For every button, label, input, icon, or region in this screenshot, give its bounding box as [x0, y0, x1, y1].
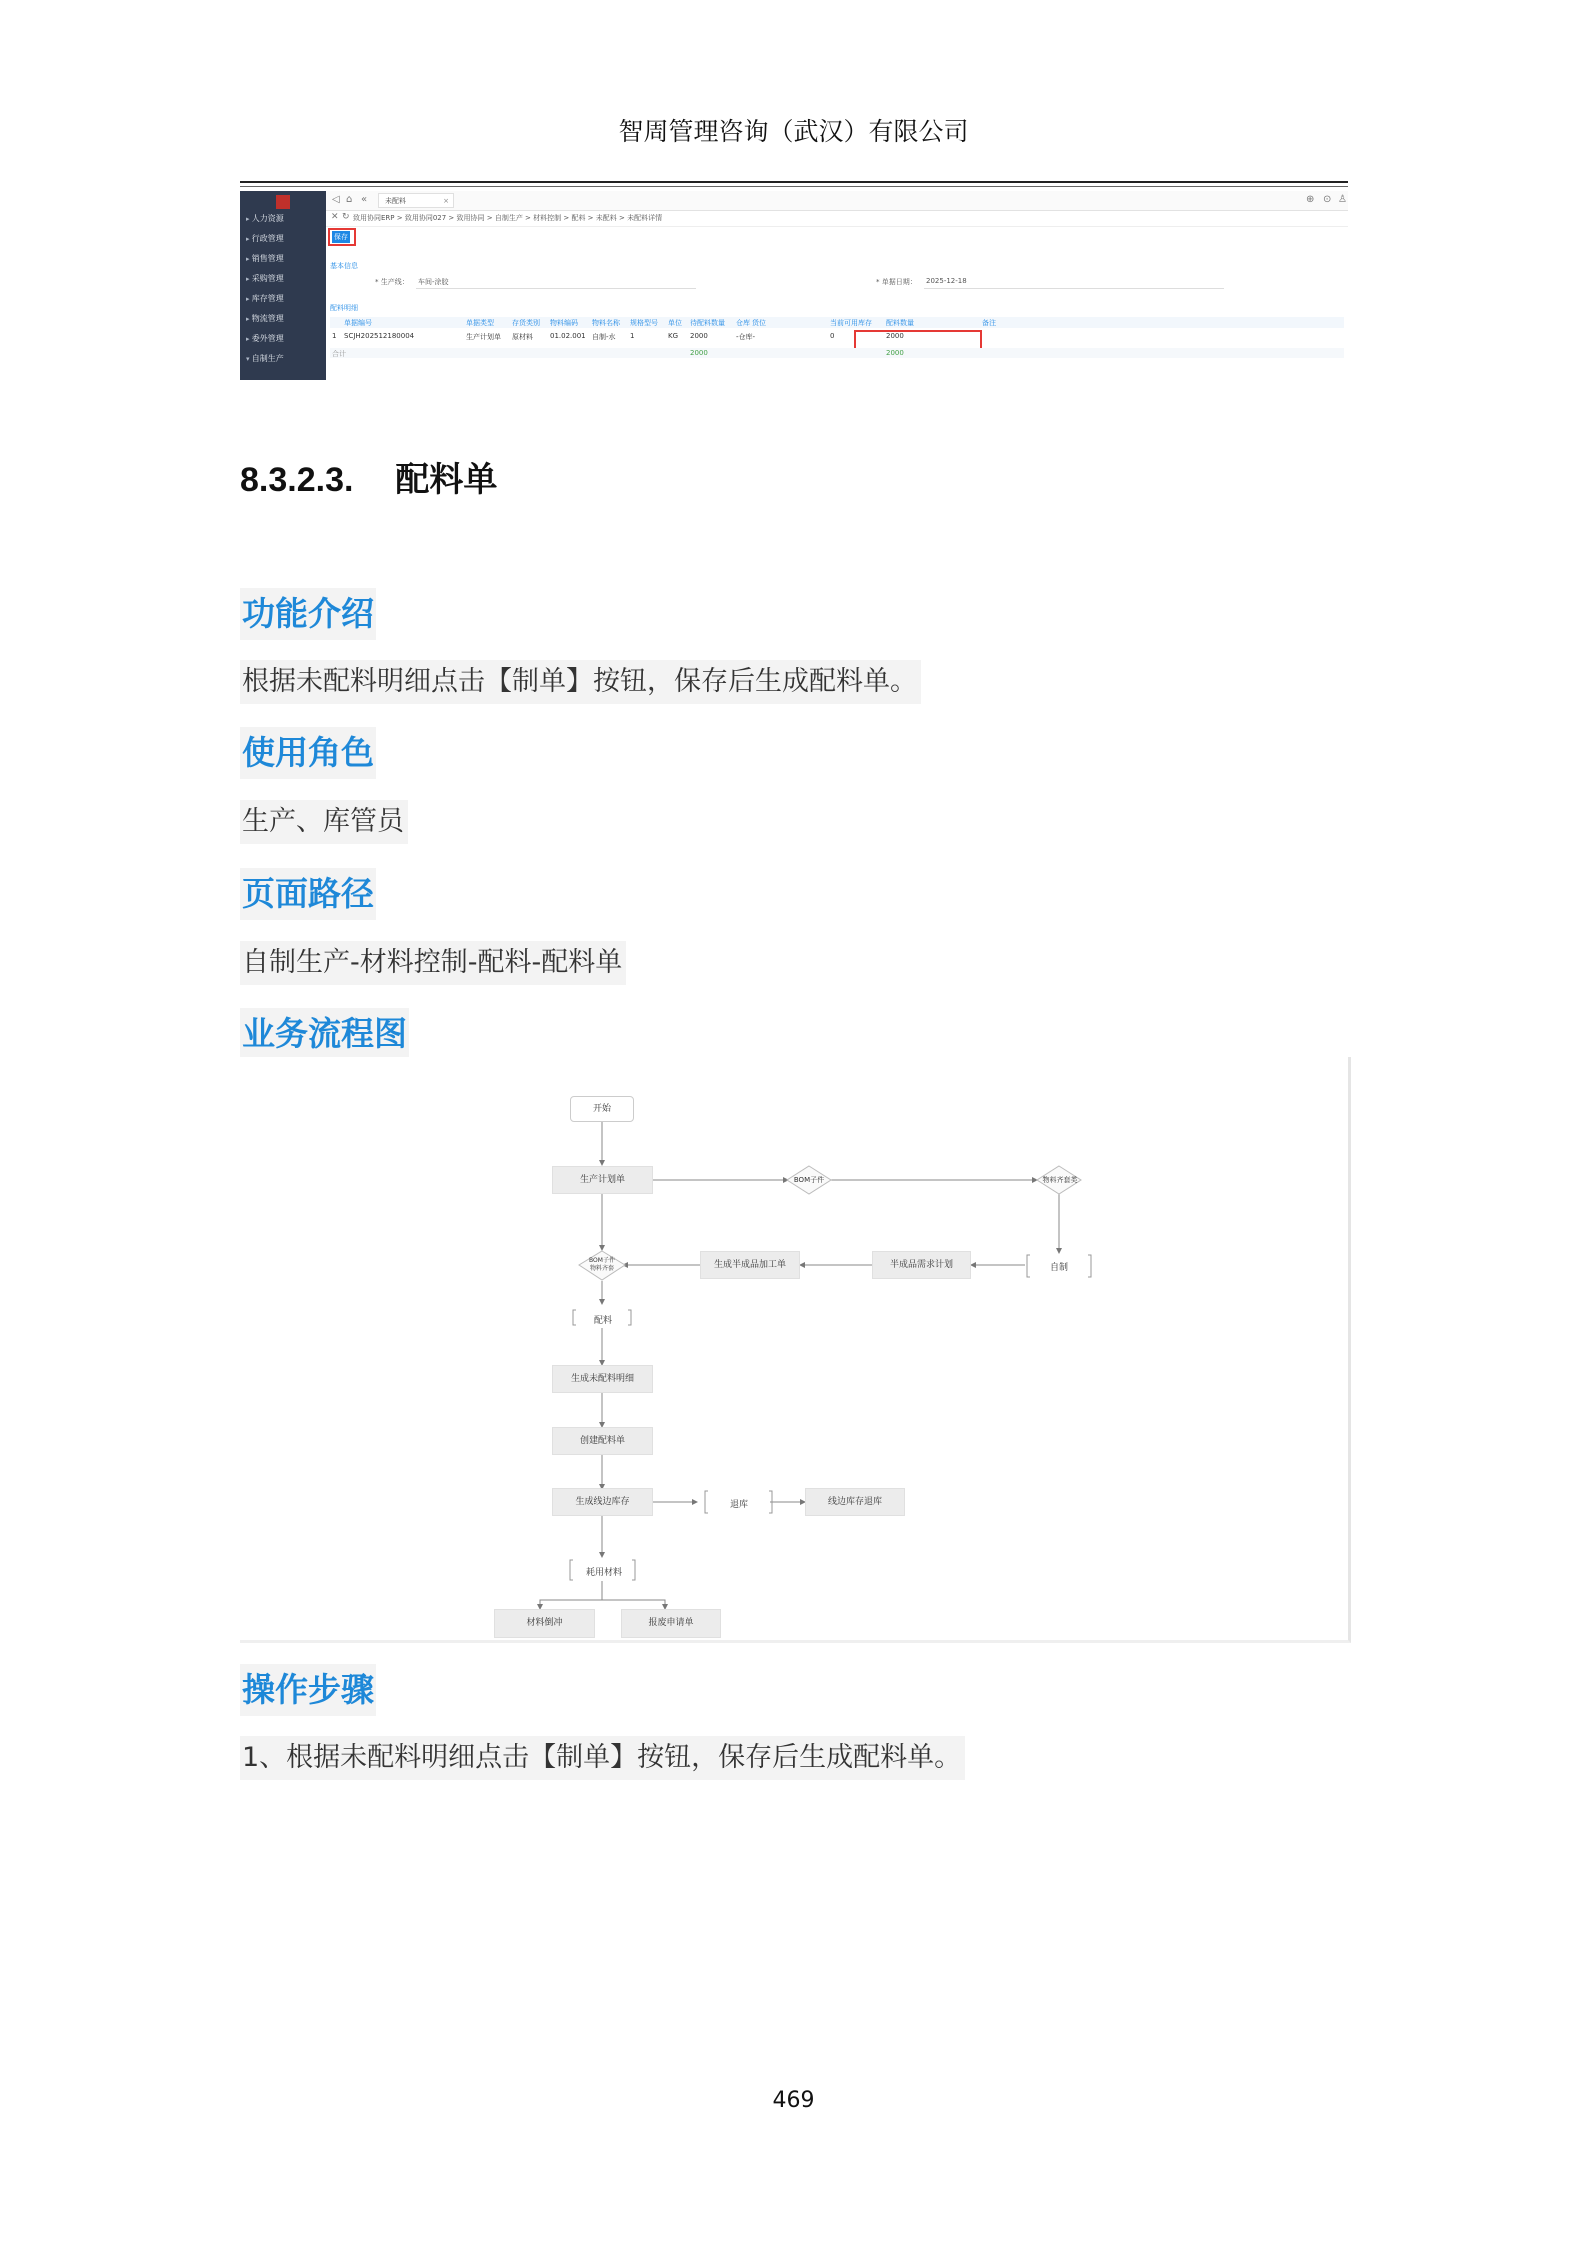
node-return: 退库 — [729, 1500, 748, 1510]
save-highlight-box — [328, 228, 356, 246]
header-rule-thin — [240, 186, 1348, 187]
col-stock-cat: 存货类别 — [512, 319, 540, 327]
erp-logo — [276, 195, 290, 209]
tab-unpicked[interactable] — [378, 193, 454, 208]
arrow-consume-scrap — [602, 1600, 665, 1609]
col-doc-type: 单据类型 — [466, 319, 494, 327]
bracket-consume-left — [570, 1560, 573, 1580]
basic-info-section: 基本信息 — [330, 262, 358, 270]
total-pick-qty: 2000 — [886, 349, 904, 357]
double-left-icon[interactable]: « — [361, 194, 368, 205]
node-consume: 耗用材料 — [585, 1568, 622, 1578]
heading-intro: 功能介绍 — [240, 588, 376, 640]
cell-index: 1 — [332, 332, 337, 340]
col-pending-qty: 待配料数量 — [690, 319, 725, 327]
header-rule — [240, 181, 1348, 183]
breadcrumb-bar — [326, 210, 1348, 227]
erp-screenshot — [240, 191, 1348, 380]
node-gen-line-stock: 生成线边库存 — [552, 1488, 653, 1516]
tab-label: 未配料 — [385, 197, 406, 205]
cell-mat-code: 01.02.001 — [550, 332, 586, 340]
bracket-pick-right — [628, 1310, 631, 1325]
breadcrumb: 致用协同ERP > 致用协同027 > 致用协同 > 自制生产 > 材料控制 > 配料 > 未配料 > 未配料详情 — [353, 214, 663, 222]
bracket-self-left — [1027, 1255, 1030, 1277]
bracket-pick-left — [573, 1310, 576, 1325]
refresh-icon[interactable]: ↻ — [342, 212, 350, 222]
home-icon[interactable]: ⌂ — [346, 194, 353, 205]
cell-stock-cat: 原材料 — [512, 333, 533, 341]
node-self-made: 自制 — [1049, 1263, 1068, 1273]
section-number: 8.3.2.3. — [240, 461, 354, 499]
globe-icon[interactable]: ⊕ — [1306, 194, 1315, 205]
node-gen-detail: 生成未配料明细 — [552, 1365, 653, 1393]
table-header-row — [330, 317, 1344, 328]
flowchart-connectors — [240, 1057, 1345, 1637]
node-scrap-request: 报废申请单 — [621, 1609, 721, 1638]
node-picking: 配料 — [593, 1316, 612, 1326]
heading-path: 页面路径 — [240, 868, 376, 920]
node-backflush: 材料倒冲 — [494, 1609, 595, 1638]
roles-text: 生产、库管员 — [240, 800, 408, 844]
page-number: 469 — [772, 2088, 815, 2113]
node-semi-order: 生成半成品加工单 — [700, 1251, 800, 1279]
sidebar-item-sales[interactable]: ▸ 销售管理 — [246, 253, 284, 264]
sidebar-item-purchase[interactable]: ▸ 采购管理 — [246, 273, 284, 284]
detail-section: 配料明细 — [330, 304, 358, 312]
col-available-stock: 当前可用库存 — [830, 319, 872, 327]
erp-sidebar — [240, 191, 326, 380]
col-warehouse: 仓库 — [736, 319, 750, 327]
doc-date-value[interactable]: 2025-12-18 — [926, 277, 967, 285]
col-remark: 备注 — [982, 319, 996, 327]
node-semi-plan: 半成品需求计划 — [872, 1251, 971, 1279]
doc-date-label: * 单据日期： — [876, 278, 917, 286]
company-header: 智周管理咨询（武汉）有限公司 — [618, 117, 969, 146]
cell-doc-no: SCJH202512180004 — [344, 332, 415, 340]
production-line-value[interactable]: 车间-涂胶 — [418, 278, 449, 286]
save-button[interactable]: 保存 — [334, 233, 348, 241]
intro-text: 根据未配料明细点击【制单】按钮，保存后生成配料单。 — [240, 660, 921, 704]
cell-warehouse[interactable]: -仓库- — [736, 333, 756, 341]
table-row[interactable] — [330, 331, 1344, 343]
total-label: 合计 — [332, 350, 346, 358]
path-text: 自制生产-材料控制-配料-配料单 — [240, 941, 626, 985]
section-title: 配料单 — [395, 461, 498, 499]
col-mat-name: 物料名称 — [592, 319, 620, 327]
cell-doc-type: 生产计划单 — [466, 333, 501, 341]
sidebar-item-production[interactable]: ▾ 自制生产 — [246, 353, 284, 364]
node-bom-component: BOM子件 — [793, 1176, 825, 1184]
sidebar-item-admin[interactable]: ▸ 行政管理 — [246, 233, 284, 244]
sidebar-item-inventory[interactable]: ▸ 库存管理 — [246, 293, 284, 304]
sidebar-item-hr[interactable]: ▸ 人力资源 — [246, 213, 284, 224]
section-heading — [240, 452, 497, 501]
zoom-icon[interactable]: ⊙ — [1323, 194, 1332, 205]
node-create-pick: 创建配料单 — [552, 1427, 653, 1455]
heading-flow: 业务流程图 — [240, 1008, 409, 1060]
cell-mat-name: 自制-水 — [592, 333, 616, 341]
close-icon[interactable]: × — [443, 197, 449, 205]
heading-steps: 操作步骤 — [240, 1664, 376, 1716]
cell-spec: 1 — [630, 332, 635, 340]
cell-pending-qty: 2000 — [690, 332, 708, 340]
node-production-plan: 生产计划单 — [552, 1166, 653, 1194]
arrow-consume-deduct — [540, 1581, 602, 1609]
col-mat-code: 物料编码 — [550, 319, 578, 327]
sidebar-item-logistics[interactable]: ▸ 物流管理 — [246, 313, 284, 324]
node-material-type: 物料齐套类 — [1042, 1176, 1078, 1184]
erp-tabbar — [326, 191, 1348, 211]
col-location: 货位 — [752, 319, 766, 327]
total-pending-qty: 2000 — [690, 349, 708, 357]
col-spec: 规格型号 — [630, 319, 658, 327]
cell-pick-qty[interactable]: 2000 — [886, 332, 904, 340]
heading-roles: 使用角色 — [240, 727, 376, 779]
user-icon[interactable]: ♙ — [1338, 194, 1347, 205]
bracket-return-left — [705, 1491, 708, 1513]
table-total-row — [330, 348, 1344, 358]
node-line-return: 线边库存退库 — [805, 1488, 905, 1516]
back-icon[interactable]: ◁ — [332, 194, 340, 205]
node-bom-kit: BOM子件 物料齐套 — [589, 1257, 615, 1272]
col-doc-no: 单据编号 — [344, 319, 372, 327]
production-line-label: * 生产线： — [375, 278, 409, 286]
cell-available-stock: 0 — [830, 332, 835, 340]
flowchart — [240, 1057, 1351, 1643]
node-start: 开始 — [570, 1096, 634, 1122]
cell-unit: KG — [668, 332, 679, 340]
bracket-self-right — [1088, 1255, 1091, 1277]
doc-date-underline — [924, 288, 1224, 289]
col-unit: 单位 — [668, 319, 682, 327]
sidebar-item-outsourcing[interactable]: ▸ 委外管理 — [246, 333, 284, 344]
bracket-consume-right — [632, 1560, 635, 1580]
production-line-underline — [416, 288, 696, 289]
step-1-text: 1、根据未配料明细点击【制单】按钮，保存后生成配料单。 — [240, 1736, 965, 1780]
col-pick-qty: 配料数量 — [886, 319, 914, 327]
close-page-icon[interactable]: ✕ — [331, 212, 339, 222]
